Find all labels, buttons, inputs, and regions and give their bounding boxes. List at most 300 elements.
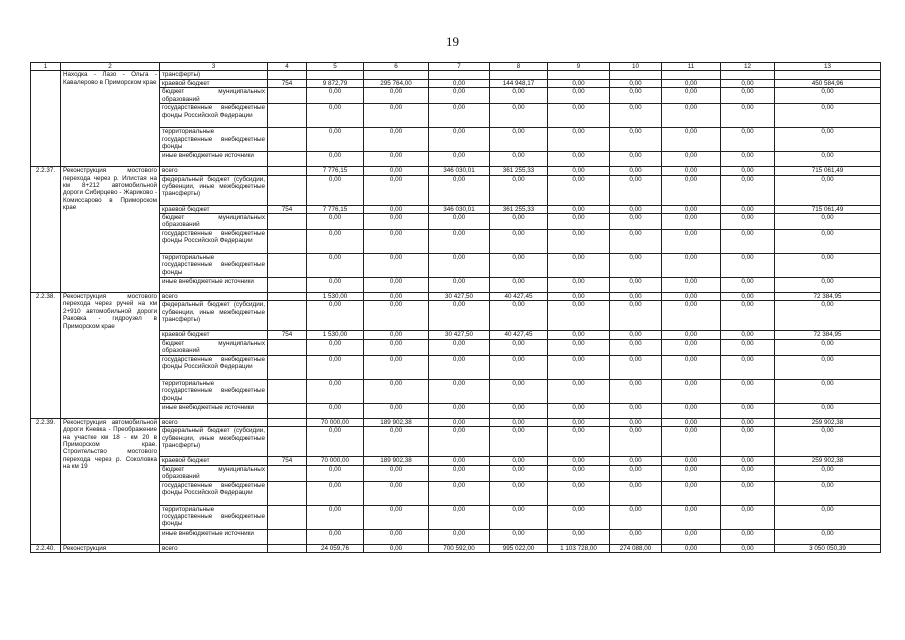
- value-cell: 0,00: [662, 128, 721, 152]
- value-cell: 0,00: [307, 529, 364, 544]
- funding-source-label: государственные внебюджетные фонды Российской Федерации: [160, 230, 268, 254]
- value-cell: 1 103 728,00: [548, 544, 610, 552]
- value-cell: 0,00: [307, 214, 364, 230]
- value-cell: 0,00: [610, 79, 662, 87]
- value-cell: 0,00: [662, 379, 721, 403]
- value-cell: 0,00: [775, 505, 881, 529]
- value-cell: 0,00: [610, 457, 662, 465]
- value-cell: 0,00: [548, 205, 610, 213]
- column-header: 12: [721, 63, 775, 71]
- funding-source-label: бюджет муниципальных образований: [160, 88, 268, 104]
- value-cell: 0,00: [610, 301, 662, 331]
- value-cell: 0,00: [610, 529, 662, 544]
- funding-source-label: иные внебюджетные источники: [160, 278, 268, 293]
- value-cell: 0,00: [490, 175, 548, 205]
- value-cell: 0,00: [307, 379, 364, 403]
- value-cell: 0,00: [610, 355, 662, 379]
- value-cell: 3 050 050,39: [775, 544, 881, 552]
- value-cell: 0,00: [429, 301, 490, 331]
- value-cell: 0,00: [548, 254, 610, 278]
- value-cell: 700 592,00: [429, 544, 490, 552]
- value-cell: 0,00: [775, 175, 881, 205]
- code-cell: [268, 427, 307, 457]
- code-cell: [268, 544, 307, 552]
- value-cell: 274 088,00: [610, 544, 662, 552]
- value-cell: 0,00: [307, 278, 364, 293]
- column-header: 5: [307, 63, 364, 71]
- value-cell: 0,00: [721, 481, 775, 505]
- value-cell: 0,00: [662, 457, 721, 465]
- value-cell: 0,00: [490, 529, 548, 544]
- value-cell: 0,00: [548, 379, 610, 403]
- value-cell: 0,00: [721, 355, 775, 379]
- empty-cell: [775, 71, 881, 79]
- value-cell: 0,00: [548, 175, 610, 205]
- value-cell: 0,00: [490, 403, 548, 418]
- value-cell: 0,00: [307, 339, 364, 355]
- value-cell: 0,00: [721, 278, 775, 293]
- value-cell: 0,00: [775, 427, 881, 457]
- value-cell: 0,00: [307, 403, 364, 418]
- value-cell: 346 030,01: [429, 167, 490, 175]
- value-cell: 0,00: [721, 529, 775, 544]
- value-cell: 0,00: [364, 481, 429, 505]
- funding-source-label: бюджет муниципальных образований: [160, 339, 268, 355]
- value-cell: 0,00: [548, 152, 610, 167]
- value-cell: 0,00: [662, 293, 721, 301]
- value-cell: 0,00: [548, 79, 610, 87]
- value-cell: 0,00: [548, 418, 610, 426]
- value-cell: 0,00: [610, 331, 662, 339]
- value-cell: 0,00: [662, 301, 721, 331]
- value-cell: 0,00: [775, 403, 881, 418]
- value-cell: 0,00: [307, 152, 364, 167]
- value-cell: 0,00: [662, 278, 721, 293]
- empty-cell: [307, 71, 364, 79]
- value-cell: 30 427,50: [429, 331, 490, 339]
- value-cell: 0,00: [429, 88, 490, 104]
- code-cell: [268, 505, 307, 529]
- empty-cell: [721, 71, 775, 79]
- value-cell: 0,00: [775, 481, 881, 505]
- value-cell: 0,00: [721, 230, 775, 254]
- value-cell: 0,00: [610, 254, 662, 278]
- value-cell: 0,00: [548, 293, 610, 301]
- value-cell: 0,00: [775, 88, 881, 104]
- value-cell: 0,00: [548, 214, 610, 230]
- value-cell: 0,00: [548, 331, 610, 339]
- value-cell: 0,00: [429, 465, 490, 481]
- value-cell: 0,00: [721, 167, 775, 175]
- value-cell: 0,00: [610, 152, 662, 167]
- value-cell: 259 902,38: [775, 418, 881, 426]
- value-cell: 0,00: [662, 481, 721, 505]
- value-cell: 0,00: [490, 457, 548, 465]
- value-cell: 0,00: [490, 465, 548, 481]
- value-cell: 0,00: [429, 529, 490, 544]
- value-cell: 0,00: [364, 278, 429, 293]
- funding-source-label: государственные внебюджетные фонды Российской Федерации: [160, 104, 268, 128]
- value-cell: 295 764,00: [364, 79, 429, 87]
- value-cell: 0,00: [490, 128, 548, 152]
- funding-source-label: иные внебюджетные источники: [160, 403, 268, 418]
- value-cell: 0,00: [610, 481, 662, 505]
- value-cell: 0,00: [429, 128, 490, 152]
- code-cell: 754: [268, 79, 307, 87]
- value-cell: 0,00: [775, 339, 881, 355]
- value-cell: 0,00: [721, 301, 775, 331]
- value-cell: 0,00: [662, 339, 721, 355]
- value-cell: 0,00: [662, 403, 721, 418]
- value-cell: 0,00: [490, 481, 548, 505]
- code-cell: [268, 175, 307, 205]
- funding-source-label: территориальные государственные внебюджетные фонды: [160, 379, 268, 403]
- value-cell: 0,00: [364, 230, 429, 254]
- value-cell: 0,00: [429, 339, 490, 355]
- value-cell: 0,00: [610, 505, 662, 529]
- code-cell: [268, 339, 307, 355]
- value-cell: 0,00: [364, 214, 429, 230]
- empty-cell: [268, 71, 307, 79]
- value-cell: 40 427,45: [490, 331, 548, 339]
- value-cell: 0,00: [307, 481, 364, 505]
- funding-source-label: территориальные государственные внебюджетные фонды: [160, 128, 268, 152]
- value-cell: 0,00: [662, 418, 721, 426]
- value-cell: 0,00: [307, 128, 364, 152]
- value-cell: 0,00: [610, 230, 662, 254]
- item-number: 2.2.37.: [31, 167, 61, 293]
- page-number: 19: [446, 34, 459, 49]
- value-cell: 0,00: [662, 79, 721, 87]
- value-cell: 0,00: [307, 505, 364, 529]
- value-cell: 0,00: [548, 278, 610, 293]
- value-cell: 0,00: [610, 167, 662, 175]
- table-row: [31, 418, 881, 426]
- value-cell: 0,00: [429, 505, 490, 529]
- value-cell: 0,00: [364, 128, 429, 152]
- value-cell: 1 530,00: [307, 331, 364, 339]
- value-cell: 0,00: [721, 104, 775, 128]
- code-cell: 754: [268, 205, 307, 213]
- value-cell: 0,00: [548, 301, 610, 331]
- value-cell: 0,00: [548, 427, 610, 457]
- value-cell: 0,00: [610, 104, 662, 128]
- value-cell: 0,00: [662, 465, 721, 481]
- value-cell: 0,00: [429, 79, 490, 87]
- funding-source-label: федеральный бюджет (субсидии, субвенции, иные межбюджетные трансферты): [160, 301, 268, 331]
- value-cell: 0,00: [364, 301, 429, 331]
- value-cell: 0,00: [490, 278, 548, 293]
- column-header: 3: [160, 63, 268, 71]
- value-cell: 0,00: [610, 379, 662, 403]
- table-row: [31, 71, 881, 79]
- value-cell: 0,00: [364, 152, 429, 167]
- value-cell: 715 061,49: [775, 167, 881, 175]
- column-header: 6: [364, 63, 429, 71]
- value-cell: 0,00: [490, 230, 548, 254]
- value-cell: 0,00: [364, 544, 429, 552]
- column-header: 11: [662, 63, 721, 71]
- value-cell: 995 022,00: [490, 544, 548, 552]
- value-cell: 0,00: [662, 505, 721, 529]
- value-cell: 0,00: [490, 301, 548, 331]
- value-cell: 346 030,01: [429, 205, 490, 213]
- value-cell: 0,00: [364, 88, 429, 104]
- value-cell: 0,00: [364, 379, 429, 403]
- table-row: [31, 167, 881, 175]
- value-cell: 0,00: [490, 104, 548, 128]
- funding-source-label: федеральный бюджет (субсидии, субвенции, иные межбюджетные трансферты): [160, 175, 268, 205]
- code-cell: [268, 278, 307, 293]
- value-cell: 1 530,00: [307, 293, 364, 301]
- funding-source-label: всего: [160, 167, 268, 175]
- value-cell: 361 255,33: [490, 205, 548, 213]
- value-cell: 0,00: [364, 505, 429, 529]
- value-cell: 0,00: [548, 230, 610, 254]
- value-cell: 0,00: [662, 544, 721, 552]
- value-cell: 0,00: [662, 104, 721, 128]
- value-cell: 0,00: [610, 278, 662, 293]
- value-cell: 0,00: [775, 301, 881, 331]
- value-cell: 0,00: [721, 214, 775, 230]
- value-cell: 0,00: [548, 355, 610, 379]
- column-header: 13: [775, 63, 881, 71]
- code-cell: [268, 465, 307, 481]
- value-cell: 0,00: [490, 427, 548, 457]
- value-cell: 0,00: [775, 104, 881, 128]
- value-cell: 0,00: [721, 403, 775, 418]
- value-cell: 0,00: [364, 355, 429, 379]
- value-cell: 0,00: [721, 379, 775, 403]
- project-name: Находка - Лазо - Ольга - Кавалерово в Приморском крае: [61, 71, 160, 167]
- value-cell: 0,00: [721, 544, 775, 552]
- value-cell: 0,00: [610, 418, 662, 426]
- funding-source-label: иные внебюджетные источники: [160, 529, 268, 544]
- funding-source-label: краевой бюджет: [160, 79, 268, 87]
- value-cell: 0,00: [548, 88, 610, 104]
- value-cell: 189 902,38: [364, 457, 429, 465]
- value-cell: 0,00: [429, 355, 490, 379]
- value-cell: 0,00: [364, 465, 429, 481]
- value-cell: 70 000,00: [307, 457, 364, 465]
- table-row: [31, 293, 881, 301]
- value-cell: 0,00: [548, 457, 610, 465]
- value-cell: 0,00: [721, 293, 775, 301]
- column-header: 7: [429, 63, 490, 71]
- code-cell: [268, 481, 307, 505]
- table-row: [31, 544, 881, 552]
- funding-source-label: трансферты): [160, 71, 268, 79]
- value-cell: 0,00: [721, 79, 775, 87]
- funding-source-label: краевой бюджет: [160, 331, 268, 339]
- value-cell: 0,00: [662, 205, 721, 213]
- value-cell: 0,00: [490, 339, 548, 355]
- value-cell: 450 584,96: [775, 79, 881, 87]
- value-cell: 0,00: [307, 88, 364, 104]
- value-cell: 72 384,95: [775, 331, 881, 339]
- value-cell: 0,00: [775, 379, 881, 403]
- value-cell: 0,00: [775, 465, 881, 481]
- value-cell: 0,00: [721, 418, 775, 426]
- value-cell: 0,00: [721, 175, 775, 205]
- project-name: Реконструкция автомобильной дороги Кневка - Преображение на участке км 18 - км 20 в Приморском крае. Строительство мостового перехода через р. Соколовка на км 19: [61, 418, 160, 544]
- value-cell: 0,00: [548, 339, 610, 355]
- value-cell: 144 948,17: [490, 79, 548, 87]
- value-cell: 0,00: [490, 214, 548, 230]
- project-name: Реконструкция мостового перехода через р. Илистая на км 8+212 автомобильной дороги Сибирцево - Жариково - Комиссарово в Приморском крае: [61, 167, 160, 293]
- funding-source-label: государственные внебюджетные фонды Российской Федерации: [160, 355, 268, 379]
- empty-cell: [548, 71, 610, 79]
- value-cell: 0,00: [364, 104, 429, 128]
- value-cell: 0,00: [548, 481, 610, 505]
- value-cell: 0,00: [721, 339, 775, 355]
- funding-source-label: иные внебюджетные источники: [160, 152, 268, 167]
- funding-source-label: краевой бюджет: [160, 457, 268, 465]
- code-cell: [268, 418, 307, 426]
- funding-source-label: всего: [160, 293, 268, 301]
- project-name: Реконструкция мостового перехода через ручей на км 2+910 автомобильной дороги Раковка - гидроузел в Приморском крае: [61, 293, 160, 419]
- code-cell: [268, 293, 307, 301]
- value-cell: 0,00: [307, 301, 364, 331]
- value-cell: 0,00: [775, 230, 881, 254]
- value-cell: 0,00: [364, 205, 429, 213]
- code-cell: [268, 214, 307, 230]
- value-cell: 0,00: [721, 505, 775, 529]
- value-cell: 0,00: [610, 427, 662, 457]
- value-cell: 0,00: [548, 465, 610, 481]
- funding-source-label: бюджет муниципальных образований: [160, 465, 268, 481]
- value-cell: 0,00: [548, 128, 610, 152]
- value-cell: 0,00: [775, 254, 881, 278]
- value-cell: 0,00: [364, 254, 429, 278]
- value-cell: 0,00: [364, 427, 429, 457]
- value-cell: 0,00: [548, 529, 610, 544]
- value-cell: 0,00: [662, 214, 721, 230]
- value-cell: 0,00: [548, 104, 610, 128]
- value-cell: 0,00: [775, 355, 881, 379]
- value-cell: 0,00: [429, 457, 490, 465]
- value-cell: 0,00: [721, 465, 775, 481]
- value-cell: 0,00: [548, 505, 610, 529]
- value-cell: 0,00: [775, 128, 881, 152]
- value-cell: 189 902,38: [364, 418, 429, 426]
- code-cell: [268, 104, 307, 128]
- value-cell: 0,00: [610, 293, 662, 301]
- column-header: 4: [268, 63, 307, 71]
- funding-source-label: всего: [160, 544, 268, 552]
- column-header: 1: [31, 63, 61, 71]
- value-cell: 0,00: [364, 293, 429, 301]
- value-cell: 0,00: [307, 355, 364, 379]
- code-cell: [268, 152, 307, 167]
- value-cell: 0,00: [775, 529, 881, 544]
- column-header: 2: [61, 63, 160, 71]
- value-cell: 0,00: [662, 427, 721, 457]
- column-header: 9: [548, 63, 610, 71]
- value-cell: 0,00: [429, 254, 490, 278]
- funding-source-label: бюджет муниципальных образований: [160, 214, 268, 230]
- value-cell: 0,00: [721, 128, 775, 152]
- code-cell: [268, 167, 307, 175]
- value-cell: 0,00: [662, 152, 721, 167]
- value-cell: 0,00: [307, 230, 364, 254]
- value-cell: 70 000,00: [307, 418, 364, 426]
- empty-cell: [490, 71, 548, 79]
- code-cell: [268, 529, 307, 544]
- item-number: 2.2.38.: [31, 293, 61, 419]
- table-body: [31, 63, 881, 553]
- value-cell: 0,00: [364, 167, 429, 175]
- value-cell: 0,00: [429, 481, 490, 505]
- value-cell: 0,00: [721, 427, 775, 457]
- value-cell: 0,00: [548, 403, 610, 418]
- value-cell: 0,00: [429, 379, 490, 403]
- value-cell: 0,00: [721, 254, 775, 278]
- value-cell: 0,00: [364, 403, 429, 418]
- value-cell: 0,00: [610, 128, 662, 152]
- value-cell: 0,00: [429, 230, 490, 254]
- column-header: 8: [490, 63, 548, 71]
- value-cell: 0,00: [490, 379, 548, 403]
- value-cell: 0,00: [490, 254, 548, 278]
- value-cell: 0,00: [490, 505, 548, 529]
- column-header: 10: [610, 63, 662, 71]
- value-cell: 0,00: [490, 355, 548, 379]
- empty-cell: [662, 71, 721, 79]
- project-name: Реконструкция: [61, 544, 160, 552]
- code-cell: [268, 128, 307, 152]
- value-cell: 0,00: [610, 205, 662, 213]
- value-cell: 0,00: [429, 104, 490, 128]
- funding-source-label: территориальные государственные внебюджетные фонды: [160, 505, 268, 529]
- value-cell: 0,00: [490, 88, 548, 104]
- value-cell: 0,00: [429, 214, 490, 230]
- value-cell: 24 059,76: [307, 544, 364, 552]
- value-cell: 0,00: [429, 418, 490, 426]
- value-cell: 0,00: [721, 88, 775, 104]
- value-cell: 0,00: [307, 104, 364, 128]
- code-cell: [268, 254, 307, 278]
- value-cell: 0,00: [721, 205, 775, 213]
- value-cell: 0,00: [429, 278, 490, 293]
- value-cell: 0,00: [429, 403, 490, 418]
- value-cell: 0,00: [662, 331, 721, 339]
- value-cell: 0,00: [548, 167, 610, 175]
- funding-source-label: федеральный бюджет (субсидии, субвенции, иные межбюджетные трансферты): [160, 427, 268, 457]
- value-cell: 30 427,50: [429, 293, 490, 301]
- value-cell: 0,00: [775, 152, 881, 167]
- table-header-row: [31, 63, 881, 71]
- value-cell: 0,00: [429, 175, 490, 205]
- funding-source-label: краевой бюджет: [160, 205, 268, 213]
- value-cell: 715 061,49: [775, 205, 881, 213]
- code-cell: 754: [268, 331, 307, 339]
- funding-source-label: территориальные государственные внебюджетные фонды: [160, 254, 268, 278]
- code-cell: [268, 301, 307, 331]
- item-number: 2.2.40.: [31, 544, 61, 552]
- value-cell: 0,00: [775, 278, 881, 293]
- code-cell: [268, 230, 307, 254]
- value-cell: 0,00: [662, 167, 721, 175]
- value-cell: 259 902,38: [775, 457, 881, 465]
- value-cell: 0,00: [662, 230, 721, 254]
- item-number: 2.2.39.: [31, 418, 61, 544]
- value-cell: 0,00: [490, 152, 548, 167]
- code-cell: [268, 379, 307, 403]
- value-cell: 0,00: [307, 465, 364, 481]
- value-cell: 0,00: [307, 427, 364, 457]
- value-cell: 0,00: [610, 339, 662, 355]
